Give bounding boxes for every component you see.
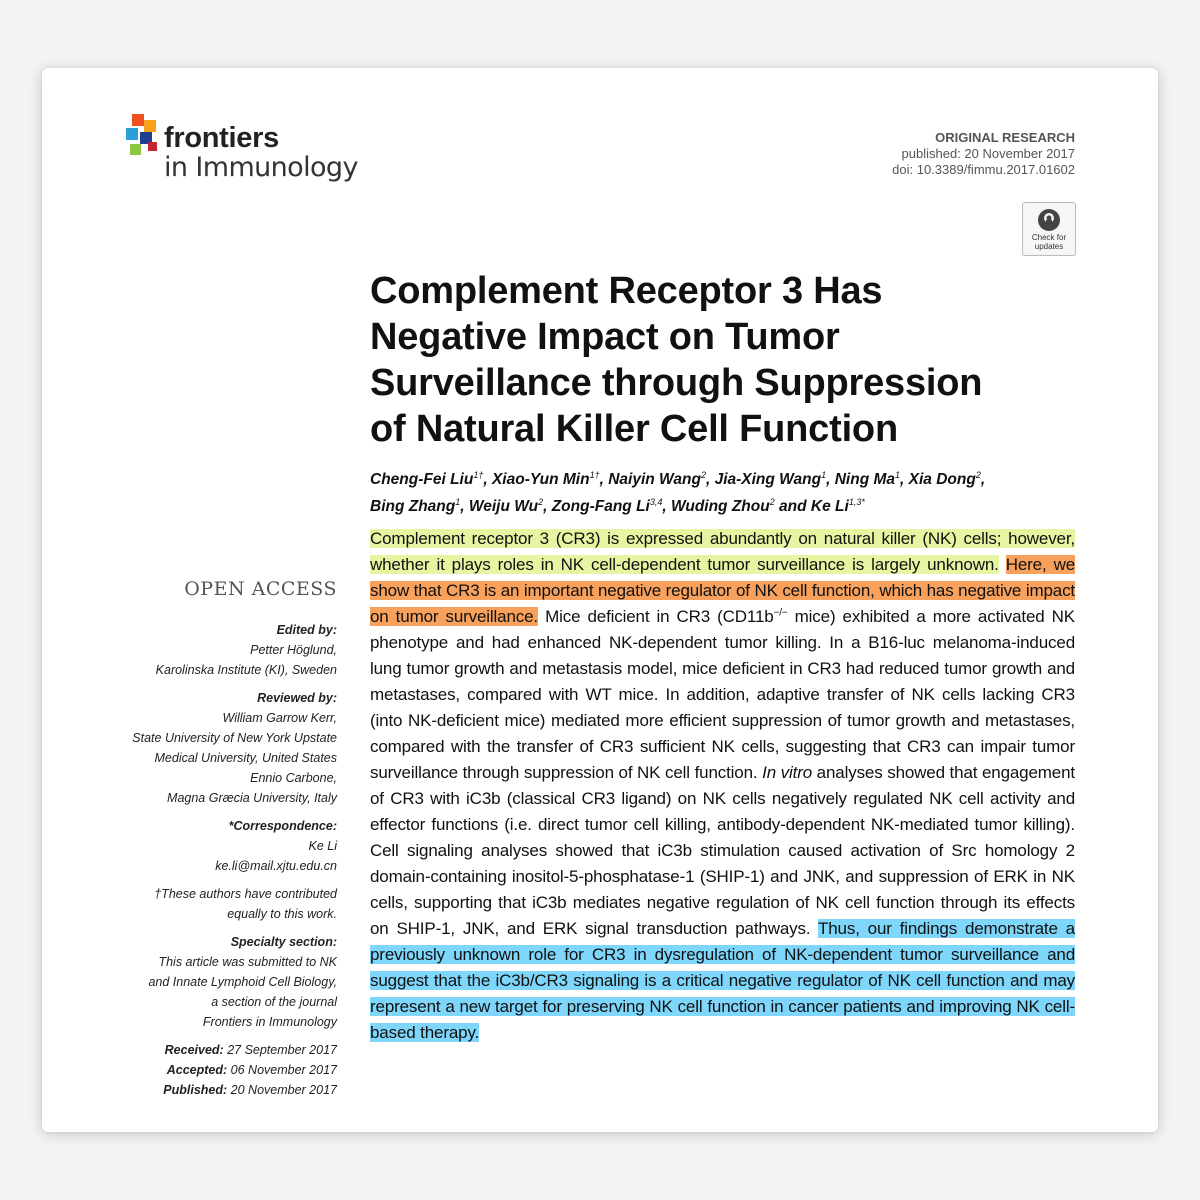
frontiers-logo-icon [124, 114, 164, 158]
author-affiliation: 2 [975, 470, 981, 480]
author-affiliation: 2 [538, 497, 544, 508]
badge-label [1023, 233, 1075, 251]
abstract-italic: In vitro [762, 763, 813, 782]
crossmark-icon [1037, 208, 1061, 232]
accepted-date [77, 1060, 337, 1080]
logo-brand: frontiers [164, 122, 279, 154]
author-affiliation: 3,4 [649, 497, 663, 508]
reviewer-line: Medical University, United States [154, 751, 337, 765]
contribution-line: equally to this work. [227, 907, 337, 921]
abstract-text-1: Mice deficient in CR3 (CD11b [545, 607, 774, 626]
specialty-line: Frontiers in Immunology [202, 1015, 337, 1029]
published-date-sidebar [77, 1080, 337, 1100]
received-date [77, 1040, 337, 1060]
author-affiliation: 1† [473, 470, 484, 480]
badge-line-1: Check for [1031, 233, 1067, 242]
editor-line: Karolinska Institute (KI), Sweden [155, 663, 337, 677]
reviewer-line: State University of New York Upstate [132, 731, 337, 745]
correspondence-block [77, 816, 337, 876]
dates-block [77, 1040, 337, 1100]
author-affiliation: 1 [455, 497, 461, 508]
abstract-text-2: mice) exhibited a more activated NK phenotype and had enhanced NK-dependent tumor killing. In a B16-luc melanoma-induced lung tumor growth and metastasis model, mice deficient in CR3 had reduced tumor growth and metastases, compared with WT mice. In addition, adaptive transfer of NK cells lacking CR3 (into NK-deficient mice) mediated more efficient suppression of tumor growth and metastases, compared with the transfer of CR3 sufficient NK cells, suggesting that CR3 can impair tumor surveillance through suppression of NK cell function. [370, 607, 1076, 782]
author-affiliation: 2 [769, 497, 775, 508]
accepted-value: 06 November 2017 [230, 1063, 337, 1077]
doi-link[interactable]: doi: 10.3389/fimmu.2017.01602 [892, 162, 1075, 177]
title-line-3: Surveillance through Suppression [370, 362, 983, 404]
author-affiliation: 2 [700, 470, 706, 480]
reviewed-by-heading: Reviewed by: [257, 691, 337, 705]
editor-line: Petter Höglund, [250, 643, 337, 657]
author-affiliation: 1 [895, 470, 901, 480]
title-line-1: Complement Receptor 3 Has [370, 270, 883, 312]
journal-logo[interactable] [124, 114, 364, 184]
logo-journal-name: in Immunology [164, 152, 358, 183]
abstract [370, 526, 1075, 1046]
reviewer-line: Ennio Carbone, [250, 771, 337, 785]
specialty-line: a section of the journal [211, 995, 337, 1009]
correspondence-heading: *Correspondence: [228, 819, 337, 833]
article-page [42, 68, 1158, 1132]
accepted-label: Accepted: [166, 1063, 228, 1077]
author-name[interactable]: Xiao-Yun Min [491, 471, 590, 489]
author-list: Cheng-Fei Liu$^{1\dagger}$, Xiao-Yun Min$^{1\dagger}$, Naiyin Wang$^2$, Jia-Xing Wang$^1$, Ning Ma$^1$, Xia Dong$^2$, Bing Zhang$^1$, Weiju Wu$^2$, Zong-Fang Li$^{3,4}$, Wuding Zhou$^2$ and Ke $Li^{1,3*}$ [370, 470, 986, 516]
abstract-superscript: −/− [773, 607, 788, 619]
author-name[interactable]: Ning Ma [834, 471, 896, 489]
author-affiliation: 1† [589, 470, 600, 480]
contribution-line: †These authors have contributed [154, 887, 337, 901]
badge-line-2: updates [1034, 242, 1064, 251]
highlight-green: Complement receptor 3 (CR3) is expressed abundantly on natural killer (NK) cells; however, whether it plays roles in NK cell-dependent tumor surveillance is largely unknown. [370, 529, 1075, 574]
specialty-line: and Innate Lymphoid Cell Biology, [148, 975, 337, 989]
correspondence-name: Ke Li [308, 839, 337, 853]
author-name[interactable]: Naiyin Wang [608, 471, 701, 489]
title-line-2: Negative Impact on Tumor [370, 316, 840, 358]
contribution-note [77, 884, 337, 924]
published-label: Published: [163, 1083, 228, 1097]
author-name[interactable]: Cheng-Fei Liu [370, 471, 474, 489]
title-line-4: of Natural Killer Cell Function [370, 408, 898, 450]
author-name[interactable]: Zong-Fang Li [551, 498, 650, 516]
author-affiliation: 1,3* [848, 497, 865, 508]
edited-by-heading: Edited by: [276, 623, 337, 637]
edited-by-block [77, 620, 337, 680]
highlight-blue: Thus, our findings demonstrate a previously unknown role for CR3 in dysregulation of NK-dependent tumor surveillance and suggest that the iC3b/CR3 signaling is a critical negative regulator of NK cell function and may represent a new target for preserving NK cell function in cancer patients and improving NK cell-based therapy. [370, 919, 1075, 1042]
author-name[interactable]: Weiju Wu [468, 498, 539, 516]
author-affiliation: 1 [821, 470, 827, 480]
published-value: 20 November 2017 [230, 1083, 337, 1097]
abstract-text-3: analyses showed that engagement of CR3 with iC3b (classical CR3 ligand) on NK cells negatively regulated NK cell activity and effector functions (i.e. direct tumor cell killing, antibody-dependent NK-mediated tumor killing). Cell signaling analyses showed that iC3b stimulation caused activation of Src homology 2 domain-containing inositol-5-phosphatase-1 (SHIP-1) and JNK, and suppression of ERK in NK cells, supporting that iC3b mediates negative regulation of NK cell function through its effects on SHIP-1, JNK, and ERK signal transduction pathways. [370, 763, 1075, 938]
article-sidebar [77, 620, 337, 1100]
reviewed-by-block [77, 688, 337, 808]
article-title [370, 268, 1070, 452]
reviewer-line: William Garrow Kerr, [222, 711, 337, 725]
author-name[interactable]: Xia Dong [908, 471, 976, 489]
author-name[interactable]: Wuding Zhou [671, 498, 770, 516]
author-name[interactable]: Ke Li [810, 498, 849, 516]
specialty-line: This article was submitted to NK [158, 955, 337, 969]
received-value: 27 September 2017 [227, 1043, 337, 1057]
specialty-block [77, 932, 337, 1032]
open-access-label: OPEN ACCESS [184, 578, 337, 600]
author-name[interactable]: Bing Zhang [370, 498, 456, 516]
author-conjunction: and [779, 498, 807, 516]
specialty-heading: Specialty section: [230, 935, 337, 949]
article-meta [892, 130, 1075, 178]
published-date: published: 20 November 2017 [901, 146, 1075, 161]
reviewer-line: Magna Græcia University, Italy [167, 791, 337, 805]
article-type: ORIGINAL RESEARCH [935, 130, 1075, 145]
author-name[interactable]: Jia-Xing Wang [714, 471, 822, 489]
highlight-orange: Here, we show that CR3 is an important negative regulator of NK cell function, which has negative impact on tumor surveillance. [370, 555, 1075, 626]
received-label: Received: [164, 1043, 224, 1057]
check-for-updates-badge[interactable] [1022, 202, 1076, 256]
correspondence-email[interactable]: ke.li@mail.xjtu.edu.cn [215, 859, 337, 873]
